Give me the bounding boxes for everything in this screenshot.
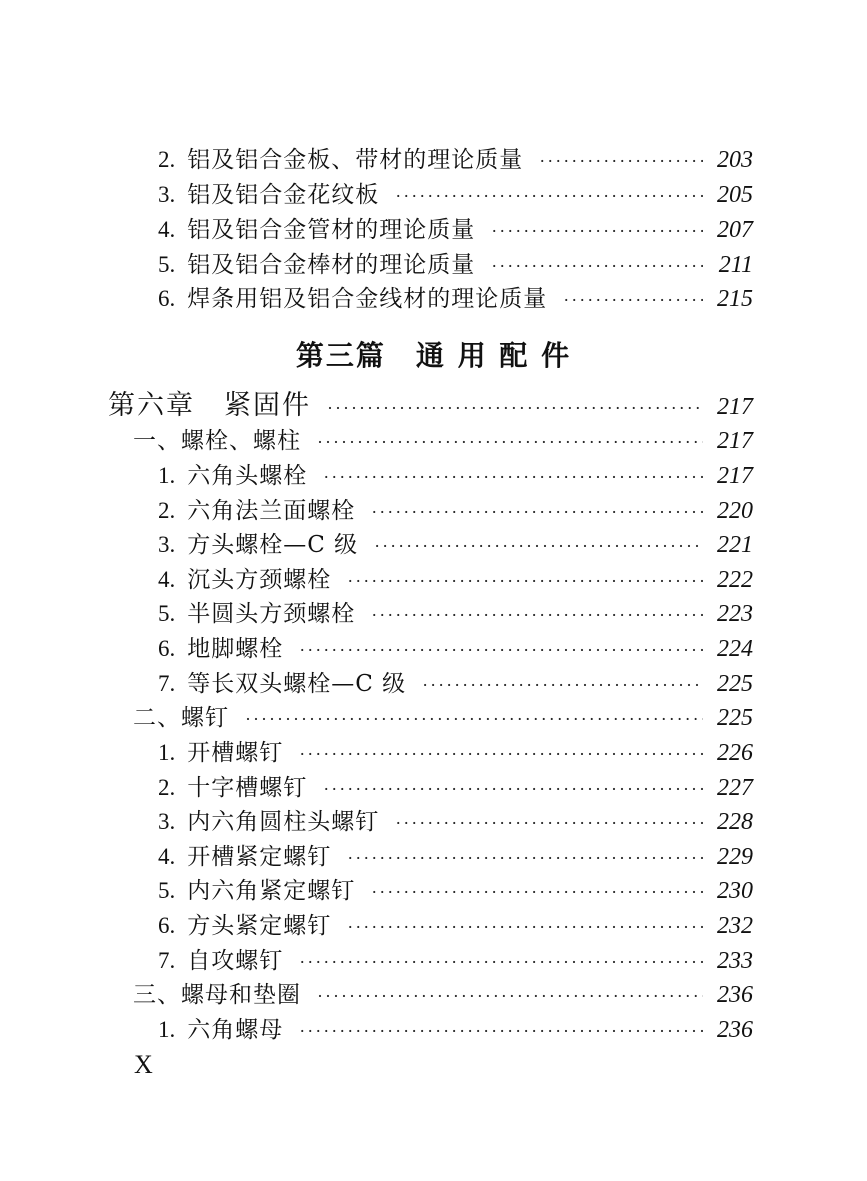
entry-page: 217 (717, 394, 753, 420)
dot-leader (317, 979, 703, 1013)
entry-page: 203 (717, 147, 753, 173)
dot-leader (539, 144, 703, 178)
toc-entry (158, 459, 753, 493)
section-title: 二、螺钉 (133, 705, 229, 731)
dot-leader (299, 633, 703, 667)
toc-entry (158, 143, 753, 177)
section-title: 一、螺栓、螺柱 (133, 428, 301, 454)
entry-title: 沉头方颈螺栓 (187, 567, 332, 593)
entry-page: 230 (717, 878, 753, 904)
toc-entry (158, 944, 753, 978)
entry-page: 222 (717, 567, 753, 593)
entry-title: 开槽螺钉 (187, 740, 284, 766)
entry-page: 207 (717, 217, 753, 243)
entry-page: 228 (717, 809, 753, 835)
toc-entry (158, 528, 753, 562)
section-entry (133, 978, 753, 1012)
entry-title: 铝及铝合金棒材的理论质量 (187, 252, 476, 278)
toc-entry (158, 667, 753, 701)
entry-title: 焊条用铝及铝合金线材的理论质量 (187, 286, 548, 312)
dot-leader (491, 214, 703, 248)
entry-number: 6. (158, 913, 176, 938)
entry-page: 217 (717, 463, 753, 489)
toc-entry (158, 213, 753, 247)
section-entry (133, 424, 753, 458)
entry-title: 内六角紧定螺钉 (187, 878, 356, 904)
section-title: 三、螺母和垫圈 (133, 982, 301, 1008)
entry-title: 六角法兰面螺栓 (187, 498, 356, 524)
entry-title: 铝及铝合金板、带材的理论质量 (187, 147, 524, 173)
toc-entry (158, 736, 753, 770)
entry-number: 4. (158, 567, 176, 592)
entry-number: 7. (158, 948, 176, 973)
toc-entry (158, 282, 753, 316)
dot-leader (563, 283, 703, 317)
dot-leader (245, 702, 703, 736)
entry-number: 6. (158, 636, 176, 661)
entry-number: 7. (158, 671, 176, 696)
dot-leader (371, 875, 703, 909)
entry-number: 5. (158, 601, 176, 626)
toc-entry (158, 805, 753, 839)
dot-leader (491, 249, 703, 283)
entry-page: 229 (717, 844, 753, 870)
entry-number: 5. (158, 252, 176, 277)
entry-page: 233 (717, 948, 753, 974)
entry-page: 226 (717, 740, 753, 766)
dot-leader (371, 495, 703, 529)
entry-page: 215 (717, 286, 753, 312)
entry-number: 3. (158, 809, 176, 834)
page-number: X (134, 1050, 153, 1079)
chapter-title: 第六章 紧固件 (108, 390, 311, 421)
entry-page: 221 (717, 532, 753, 558)
dot-leader (347, 564, 703, 598)
entry-title: 自攻螺钉 (187, 948, 284, 974)
dot-leader (317, 425, 703, 459)
entry-title: 地脚螺栓 (187, 636, 284, 662)
entry-title: 十字槽螺钉 (187, 775, 308, 801)
dot-leader (299, 1014, 703, 1048)
toc-entry (158, 840, 753, 874)
entry-number: 3. (158, 182, 176, 207)
entry-page: 223 (717, 601, 753, 627)
dot-leader (371, 598, 703, 632)
entry-page: 227 (717, 775, 753, 801)
entry-number: 2. (158, 775, 176, 800)
entry-title: 铝及铝合金管材的理论质量 (187, 217, 476, 243)
entry-title: 六角头螺栓 (187, 463, 308, 489)
entry-page: 211 (718, 252, 753, 278)
entry-number: 5. (158, 878, 176, 903)
dot-leader (323, 460, 703, 494)
dot-leader (327, 391, 703, 425)
entry-number: 4. (158, 217, 176, 242)
toc-entry (158, 874, 753, 908)
dot-leader (347, 841, 703, 875)
toc-entry (158, 632, 753, 666)
entry-number: 3. (158, 532, 176, 557)
dot-leader (395, 806, 703, 840)
entry-title: 铝及铝合金花纹板 (187, 182, 380, 208)
entry-page: 236 (717, 982, 753, 1008)
toc-entry (158, 771, 753, 805)
toc-entry (158, 494, 753, 528)
entry-number: 6. (158, 286, 176, 311)
toc-entry (158, 597, 753, 631)
chapter-entry (108, 389, 753, 423)
dot-leader (395, 179, 703, 213)
entry-number: 1. (158, 1017, 176, 1042)
entry-page: 225 (717, 671, 753, 697)
entry-page: 220 (717, 498, 753, 524)
entry-number: 1. (158, 463, 176, 488)
entry-title: 内六角圆柱头螺钉 (187, 809, 380, 835)
toc-entry (158, 909, 753, 943)
entry-number: 1. (158, 740, 176, 765)
entry-page: 225 (717, 705, 753, 731)
dot-leader (347, 910, 703, 944)
entry-title: 等长双头螺栓—C 级 (187, 671, 407, 697)
section-entry (133, 701, 753, 735)
toc-entry (158, 1013, 753, 1047)
entry-page: 232 (717, 913, 753, 939)
entry-title: 半圆头方颈螺栓 (187, 601, 356, 627)
dot-leader (299, 737, 703, 771)
entry-page: 224 (717, 636, 753, 662)
dot-leader (299, 945, 703, 979)
dot-leader (422, 668, 703, 702)
entry-title: 方头螺栓—C 级 (187, 532, 359, 558)
toc-entry (158, 178, 753, 212)
entry-page: 205 (717, 182, 753, 208)
entry-number: 2. (158, 147, 176, 172)
toc-entry (158, 563, 753, 597)
toc-entry (158, 248, 753, 282)
entry-title: 六角螺母 (187, 1017, 284, 1043)
entry-page: 236 (717, 1017, 753, 1043)
entry-page: 217 (717, 428, 753, 454)
part-title: 第三篇 通 用 配 件 (295, 339, 572, 372)
dot-leader (323, 772, 703, 806)
dot-leader (374, 529, 703, 563)
entry-number: 2. (158, 498, 176, 523)
entry-number: 4. (158, 844, 176, 869)
entry-title: 开槽紧定螺钉 (187, 844, 332, 870)
entry-title: 方头紧定螺钉 (187, 913, 332, 939)
